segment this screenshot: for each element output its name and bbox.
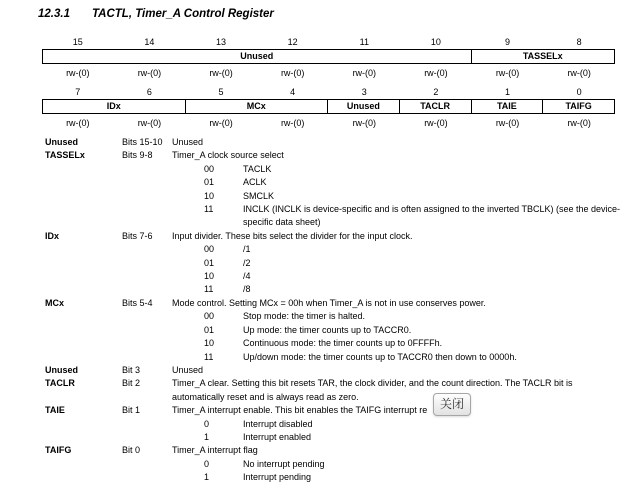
- field-description-block: [172, 149, 620, 229]
- value-row: [172, 176, 620, 189]
- register-table-low-byte: [42, 86, 615, 129]
- field-bits: Bits 15-10: [122, 137, 163, 147]
- close-button[interactable]: 关闭: [433, 393, 471, 416]
- field-row-taie: [45, 404, 620, 444]
- access-type: rw-(0): [209, 118, 233, 128]
- bit-number: 2: [433, 87, 439, 97]
- access-type: rw-(0): [280, 118, 305, 128]
- field-description-block: [172, 444, 620, 484]
- value-meaning: No interrupt pending: [243, 458, 325, 469]
- bit-number: 10: [430, 37, 441, 47]
- field-name: IDx: [45, 230, 60, 241]
- value-row: [172, 243, 620, 256]
- register-table-high-byte: [42, 36, 615, 79]
- field-description-block: [172, 404, 620, 444]
- bit-number: 8: [576, 37, 582, 47]
- field-description: Timer_A interrupt enable. This bit enables the TAIFG interrupt re: [172, 405, 428, 416]
- value-code: 0: [204, 418, 210, 429]
- field-description-block: [172, 297, 620, 364]
- value-code: 01: [204, 324, 215, 335]
- value-code: 11: [204, 284, 214, 295]
- bit-number: 6: [146, 87, 152, 97]
- value-row: [172, 257, 620, 270]
- section-number: 12.3.1: [38, 8, 70, 20]
- value-code: 1: [204, 431, 210, 442]
- value-row: [172, 458, 620, 471]
- bit-number: 13: [216, 37, 227, 47]
- access-type: rw-(0): [137, 68, 162, 78]
- value-meaning: Stop mode: the timer is halted.: [243, 311, 366, 322]
- value-meaning: /4: [243, 271, 251, 282]
- field-row-unused-3: [45, 364, 620, 377]
- field-description: Mode control. Setting MCx = 00h when Timer_A is not in use conserves power.: [172, 297, 486, 308]
- access-type: rw-(0): [495, 68, 520, 78]
- field-bits: Bit 2: [122, 378, 141, 389]
- value-meaning: Up/down mode: the timer counts up to TACCR0 then down to 0000h.: [243, 351, 517, 362]
- bit-number: 3: [361, 87, 367, 97]
- field-description: Timer_A clock source select: [172, 150, 284, 161]
- access-type: rw-(0): [424, 68, 448, 78]
- field-name: Unused: [45, 137, 79, 147]
- register-field-cell: IDx: [106, 101, 121, 111]
- value-meaning: Continuous mode: the timer counts up to 0FFFFh.: [243, 338, 443, 349]
- bit-number: 0: [576, 87, 582, 97]
- value-code: 11: [204, 351, 214, 362]
- value-code: 10: [204, 338, 215, 349]
- access-type: rw-(0): [495, 118, 520, 128]
- value-meaning: /1: [243, 244, 251, 255]
- access-type: rw-(0): [280, 68, 305, 78]
- value-code: 10: [204, 190, 215, 201]
- field-description: Timer_A interrupt flag: [172, 445, 258, 456]
- value-row: [172, 203, 620, 230]
- field-bits: Bit 1: [122, 405, 141, 416]
- field-description: Unused: [172, 137, 204, 147]
- access-type: rw-(0): [66, 68, 90, 78]
- register-field-row: [42, 49, 615, 64]
- field-description-block: [172, 230, 620, 297]
- field-name: MCx: [45, 297, 65, 308]
- value-row: [172, 351, 620, 364]
- bit-number: 11: [359, 37, 369, 47]
- field-name: TASSELx: [45, 150, 85, 161]
- field-description: Input divider. These bits select the divider for the input clock.: [172, 230, 413, 241]
- value-meaning: /8: [243, 284, 251, 295]
- bit-number-row: [42, 86, 615, 98]
- value-code: 00: [204, 244, 215, 255]
- access-type: rw-(0): [352, 68, 377, 78]
- value-row: [172, 324, 620, 337]
- bit-number: 5: [218, 87, 224, 97]
- value-row: [172, 337, 620, 350]
- value-row: [172, 163, 620, 176]
- register-field-cell: Unused: [240, 51, 274, 61]
- value-code: 00: [204, 163, 215, 174]
- field-name: TACLR: [45, 378, 75, 389]
- field-name: TAIFG: [45, 445, 72, 456]
- section-title: [38, 7, 633, 21]
- register-field-cell: TAIFG: [542, 100, 614, 113]
- value-meaning: /2: [243, 257, 251, 268]
- value-meaning: Interrupt disabled: [243, 418, 313, 429]
- value-code: 00: [204, 311, 215, 322]
- bit-number: 7: [75, 87, 81, 97]
- register-field-cell: Unused: [327, 100, 399, 113]
- field-row-unused-15-10: [45, 136, 620, 149]
- value-meaning: Interrupt enabled: [243, 431, 312, 442]
- value-code: 10: [204, 271, 215, 282]
- value-meaning: Interrupt pending: [243, 472, 312, 483]
- bit-number: 4: [290, 87, 296, 97]
- value-meaning: SMCLK: [243, 190, 275, 201]
- value-meaning: INCLK (INCLK is device-specific and is often assigned to the inverted TBCLK) (see the device-specific data sheet): [243, 204, 621, 228]
- access-type: rw-(0): [567, 68, 591, 78]
- value-code: 11: [204, 204, 214, 215]
- field-bits: Bits 9-8: [122, 150, 153, 161]
- value-row: [172, 431, 620, 444]
- value-row: [172, 190, 620, 203]
- access-type: rw-(0): [352, 118, 377, 128]
- value-code: 01: [204, 257, 215, 268]
- value-row: [172, 270, 620, 283]
- value-meaning: TACLK: [243, 163, 272, 174]
- value-meaning: Up mode: the timer counts up to TACCR0.: [243, 324, 412, 335]
- register-field-cell: TAIE: [471, 100, 543, 113]
- field-row-tasselx: [45, 149, 620, 229]
- bit-number: 1: [505, 87, 511, 97]
- bit-number-row: [42, 36, 615, 48]
- value-row: [172, 283, 620, 296]
- value-meaning: ACLK: [243, 177, 267, 188]
- bit-number: 15: [72, 37, 83, 47]
- access-type: rw-(0): [424, 118, 448, 128]
- value-row: [172, 471, 620, 484]
- access-type-row: [42, 117, 615, 129]
- bit-number: 12: [287, 37, 298, 47]
- register-field-row: [42, 99, 615, 114]
- field-description: Timer_A clear. Setting this bit resets TAR, the clock divider, and the count direction. The TACLR bit is automatically reset and is always read as zero.: [172, 378, 573, 402]
- field-row-mcx: [45, 297, 620, 364]
- value-row: [172, 310, 620, 323]
- field-row-taclr: [45, 377, 620, 404]
- register-field-cell: MCx: [185, 100, 328, 113]
- bit-number: 9: [505, 37, 511, 47]
- field-row-taifg: [45, 444, 620, 484]
- access-type-row: [42, 67, 615, 79]
- value-row: [172, 418, 620, 431]
- field-row-idx: [45, 230, 620, 297]
- value-code: 01: [204, 177, 215, 188]
- bit-number: 14: [144, 37, 155, 47]
- register-field-cell: TACLR: [399, 100, 471, 113]
- section-title-text: TACTL, Timer_A Control Register: [91, 8, 274, 20]
- access-type: rw-(0): [567, 118, 591, 128]
- field-bits: Bit 3: [122, 364, 141, 375]
- field-bits: Bit 0: [122, 445, 141, 456]
- value-code: 1: [204, 472, 210, 483]
- register-field-cell: TASSELx: [471, 50, 615, 63]
- value-code: 0: [204, 458, 210, 469]
- field-bits: Bits 7-6: [122, 230, 153, 241]
- field-bits: Bits 5-4: [122, 297, 153, 308]
- access-type: rw-(0): [209, 68, 233, 78]
- field-name: TAIE: [45, 405, 65, 416]
- access-type: rw-(0): [66, 118, 90, 128]
- field-description: Unused: [172, 364, 204, 375]
- field-description-list: [45, 136, 620, 485]
- access-type: rw-(0): [137, 118, 162, 128]
- field-name: Unused: [45, 364, 79, 375]
